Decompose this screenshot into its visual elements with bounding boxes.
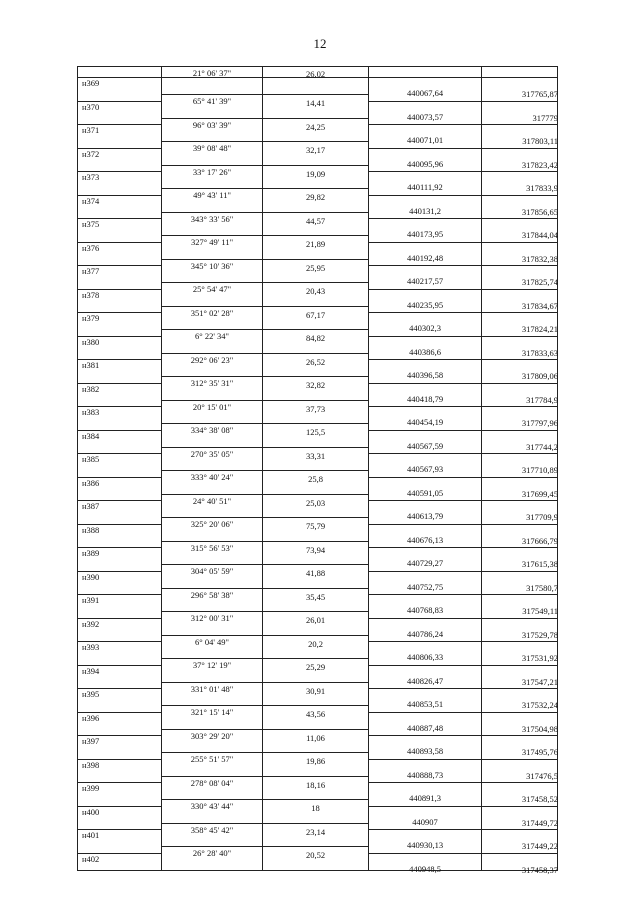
segment-angle: 21° 06' 37" <box>192 68 232 78</box>
segment-angle: 6° 04' 49" <box>195 636 229 647</box>
point-name: н394 <box>82 665 100 676</box>
segment-angle: 96° 03' 39" <box>192 119 232 130</box>
point-name: н401 <box>82 830 100 840</box>
point-x-coordinate: 440173,95 <box>406 229 444 239</box>
point-x-coordinate: 440071,01 <box>406 135 444 145</box>
point-name: н399 <box>82 783 100 793</box>
point-x-coordinate: 440217,57 <box>406 276 444 286</box>
segment-length: 84,82 <box>305 333 326 343</box>
point-row-divider <box>368 500 558 501</box>
point-name: н391 <box>82 595 100 605</box>
point-y-coordinate: 317580,7 <box>526 582 558 593</box>
segment-angle: 330° 43' 44" <box>190 801 234 811</box>
point-y-coordinate: 317529,78 <box>521 629 558 640</box>
point-x-coordinate: 440768,83 <box>406 605 444 615</box>
segment-angle: 255° 51' 57" <box>190 754 234 764</box>
point-row-divider <box>368 759 558 760</box>
point-x-coordinate: 440396,58 <box>406 370 444 380</box>
point-y-coordinate: 317709,9 <box>526 512 558 522</box>
segment-length: 41,88 <box>305 568 326 578</box>
point-y-coordinate: 317449,22 <box>521 841 558 851</box>
point-row-divider <box>368 547 558 548</box>
segment-angle: 39° 08' 48" <box>192 143 232 153</box>
segment-angle: 343° 33' 56" <box>190 213 234 224</box>
segment-angle: 312° 00' 31" <box>190 613 234 623</box>
segment-angle: 327° 49' 11" <box>190 237 234 247</box>
point-y-coordinate: 317495,76 <box>521 747 558 757</box>
point-name: н382 <box>82 383 100 394</box>
point-name: н384 <box>82 430 100 441</box>
point-row-divider <box>368 853 558 854</box>
segment-length: 18,16 <box>305 779 326 790</box>
segment-angle: 33° 17' 26" <box>192 166 232 177</box>
segment-length: 24,25 <box>305 121 326 132</box>
segment-angle: 24° 40' 51" <box>192 495 232 506</box>
point-name: н370 <box>82 101 100 112</box>
point-name: н369 <box>82 78 100 88</box>
segment-angle: 270° 35' 05" <box>190 448 234 459</box>
point-row-divider <box>368 571 558 572</box>
point-y-coordinate: 317856,65 <box>521 206 558 217</box>
point-row-divider <box>368 406 558 407</box>
point-x-coordinate: 440591,05 <box>406 487 444 498</box>
point-y-coordinate: 317833,63 <box>521 347 558 358</box>
point-x-coordinate: 440853,51 <box>406 699 444 709</box>
point-x-coordinate: 440887,48 <box>406 722 444 733</box>
segment-length: 21,89 <box>305 239 326 249</box>
segment-angle: 26° 28' 40" <box>192 848 232 858</box>
segment-angle: 312° 35' 31" <box>190 378 234 388</box>
segment-angle: 321° 15' 14" <box>190 707 234 717</box>
point-x-coordinate: 440786,24 <box>406 628 444 639</box>
segment-angle: 65° 41' 39" <box>192 96 232 106</box>
point-name: н392 <box>82 618 100 629</box>
point-x-coordinate: 440192,48 <box>406 252 444 263</box>
point-row-divider <box>368 195 558 196</box>
segment-length: 26,02 <box>305 69 326 79</box>
segment-underline <box>162 77 368 78</box>
point-row-divider <box>368 430 558 431</box>
point-y-coordinate: 317797,96 <box>521 418 558 428</box>
segment-length: 20,2 <box>308 638 323 649</box>
point-x-coordinate: 440131,2 <box>409 205 441 216</box>
segment-length: 33,31 <box>305 450 326 461</box>
segment-angle: 351° 02' 28" <box>190 307 234 318</box>
point-y-coordinate: 317458,52 <box>521 794 558 804</box>
point-row-divider <box>368 524 558 525</box>
point-x-coordinate: 440073,57 <box>406 111 444 122</box>
segment-angle: 20° 15' 01" <box>192 401 232 412</box>
segment-length: 18 <box>311 803 320 813</box>
point-x-coordinate: 440067,64 <box>406 88 444 98</box>
segment-angle: 6° 22' 34" <box>195 331 229 341</box>
point-name: н402 <box>82 853 100 864</box>
point-name: н395 <box>82 689 100 699</box>
point-x-coordinate: 440826,47 <box>406 675 444 686</box>
point-y-coordinate: 317666,79 <box>521 535 558 546</box>
point-y-coordinate: 317699,45 <box>521 488 558 499</box>
point-x-coordinate: 440386,6 <box>409 346 441 357</box>
point-row-divider <box>368 124 558 125</box>
segment-angle: 303° 29' 20" <box>190 730 234 741</box>
point-x-coordinate: 440111,92 <box>407 182 443 192</box>
point-x-coordinate: 440235,95 <box>406 299 444 310</box>
point-name: н377 <box>82 266 100 276</box>
point-row-divider <box>368 218 558 219</box>
segment-length: 26,52 <box>305 356 326 367</box>
point-row-divider <box>368 477 558 478</box>
point-name: н379 <box>82 313 100 323</box>
point-x-coordinate: 440930,13 <box>406 840 444 850</box>
point-y-coordinate: 317832,38 <box>521 253 558 264</box>
segment-length: 19,86 <box>305 756 326 766</box>
point-name: н381 <box>82 360 100 370</box>
point-x-coordinate: 440729,27 <box>406 558 444 568</box>
segment-length: 25,03 <box>305 497 326 508</box>
point-row-divider <box>368 453 558 454</box>
point-y-coordinate: 317449,72 <box>521 817 558 828</box>
point-row-divider <box>368 383 558 384</box>
coordinates-table <box>77 66 558 875</box>
point-x-coordinate: 440893,58 <box>406 746 444 756</box>
point-y-coordinate: 317458,37 <box>521 864 558 875</box>
point-name: н374 <box>82 195 100 206</box>
point-name: н389 <box>82 548 100 558</box>
point-x-coordinate: 440752,75 <box>406 581 444 592</box>
page-number: 12 <box>313 36 327 51</box>
point-row-divider <box>368 594 558 595</box>
point-row-divider <box>368 712 558 713</box>
segment-angle: 49° 43' 11" <box>193 190 231 200</box>
point-row-divider <box>368 265 558 266</box>
point-name: н400 <box>82 806 100 817</box>
segment-angle: 333° 40' 24" <box>190 472 234 482</box>
point-y-coordinate: 317833,9 <box>526 183 558 193</box>
point-row-divider <box>368 77 558 78</box>
point-x-coordinate: 440567,93 <box>406 464 444 474</box>
segment-angle: 358° 45' 42" <box>190 824 234 835</box>
segment-angle: 292° 06' 23" <box>190 354 234 365</box>
point-y-coordinate: 317823,42 <box>521 159 558 170</box>
point-x-coordinate: 440948,5 <box>409 863 441 874</box>
point-y-coordinate: 317744,2 <box>526 441 558 452</box>
point-y-coordinate: 317825,74 <box>521 277 558 287</box>
point-y-coordinate: 317549,11 <box>522 606 558 616</box>
segment-length: 75,79 <box>305 521 326 531</box>
point-name: н393 <box>82 642 100 652</box>
point-x-coordinate: 440888,73 <box>406 769 444 780</box>
point-row-divider <box>368 618 558 619</box>
point-y-coordinate: 317834,67 <box>521 300 558 311</box>
point-name: н378 <box>82 289 100 300</box>
point-y-coordinate: 317476,5 <box>526 770 558 781</box>
point-name: н397 <box>82 736 100 746</box>
segment-angle: 315° 56' 53" <box>190 542 234 553</box>
segment-length: 23,14 <box>305 826 326 837</box>
segment-angle: 296° 58' 38" <box>190 589 234 600</box>
point-y-coordinate: 317532,24 <box>521 700 558 710</box>
segment-angle: 37° 12' 19" <box>192 660 232 670</box>
segment-angle: 278° 08' 04" <box>190 777 234 788</box>
point-row-divider <box>368 312 558 313</box>
point-row-divider <box>368 289 558 290</box>
point-row-divider <box>368 806 558 807</box>
segment-angle: 325° 20' 06" <box>190 519 234 529</box>
point-row-divider <box>368 735 558 736</box>
point-y-coordinate: 317710,89 <box>521 465 558 475</box>
point-row-divider <box>368 148 558 149</box>
point-x-coordinate: 440095,96 <box>406 158 444 169</box>
point-name: н373 <box>82 172 100 182</box>
point-x-coordinate: 440806,33 <box>406 652 444 662</box>
segment-length: 11,06 <box>306 732 325 743</box>
point-name: н375 <box>82 219 100 229</box>
segment-length: 29,82 <box>305 192 326 202</box>
point-y-coordinate: 317809,06 <box>521 371 558 381</box>
segment-angle: 304° 05' 59" <box>190 566 234 576</box>
point-x-coordinate: 440613,79 <box>406 511 444 521</box>
segment-length: 37,73 <box>305 403 326 414</box>
point-y-coordinate: 317531,92 <box>521 653 558 663</box>
segment-length: 67,17 <box>305 309 326 320</box>
segment-length: 32,17 <box>305 145 326 155</box>
point-y-coordinate: 317779 <box>532 112 558 123</box>
point-y-coordinate: 317803,11 <box>522 136 558 146</box>
point-row-divider <box>368 782 558 783</box>
point-name: н376 <box>82 242 100 253</box>
point-x-coordinate: 440454,19 <box>406 417 444 427</box>
point-y-coordinate: 317547,21 <box>521 676 558 687</box>
point-row-divider <box>368 171 558 172</box>
segment-length: 35,45 <box>305 591 326 602</box>
segment-length: 26,01 <box>305 615 326 625</box>
point-row-divider <box>368 665 558 666</box>
point-y-coordinate: 317844,04 <box>521 230 558 240</box>
point-name: н371 <box>82 125 100 135</box>
segment-length: 43,56 <box>305 709 326 719</box>
point-x-coordinate: 440302,3 <box>409 323 441 333</box>
point-name: н387 <box>82 501 100 511</box>
point-y-coordinate: 317824,21 <box>521 324 558 334</box>
segment-length: 32,82 <box>305 380 326 390</box>
point-y-coordinate: 317784,9 <box>526 394 558 405</box>
point-row-divider <box>368 336 558 337</box>
segment-length: 125,5 <box>305 427 326 437</box>
segment-angle: 345° 10' 36" <box>190 260 234 271</box>
point-name: н396 <box>82 712 100 723</box>
point-name: н380 <box>82 336 100 347</box>
point-x-coordinate: 440418,79 <box>406 393 444 404</box>
segment-length: 19,09 <box>305 168 326 179</box>
segment-length: 14,41 <box>305 98 326 108</box>
point-name: н398 <box>82 759 100 770</box>
segment-length: 20,52 <box>305 850 326 860</box>
segment-length: 20,43 <box>305 286 326 296</box>
point-name: н388 <box>82 524 100 535</box>
point-y-coordinate: 317765,87 <box>521 89 558 99</box>
point-row-divider <box>368 829 558 830</box>
point-row-divider <box>368 641 558 642</box>
point-x-coordinate: 440676,13 <box>406 534 444 545</box>
point-name: н385 <box>82 454 100 464</box>
point-y-coordinate: 317504,98 <box>521 723 558 734</box>
segment-angle: 25° 54' 47" <box>192 284 232 294</box>
point-row-divider <box>368 242 558 243</box>
point-row-divider <box>368 688 558 689</box>
point-name: н386 <box>82 477 100 488</box>
segment-length: 25,29 <box>305 662 326 672</box>
segment-length: 30,91 <box>305 685 326 696</box>
segment-angle: 331° 01' 48" <box>190 683 234 694</box>
point-x-coordinate: 440891,3 <box>409 793 441 803</box>
point-name: н383 <box>82 407 100 417</box>
point-name: н390 <box>82 571 100 582</box>
point-y-coordinate: 317615,38 <box>521 559 558 569</box>
segment-length: 44,57 <box>305 215 326 226</box>
segment-length: 25,95 <box>305 262 326 273</box>
point-row-divider <box>368 359 558 360</box>
segment-length: 73,94 <box>305 544 326 555</box>
segment-length: 25,8 <box>308 474 323 484</box>
point-x-coordinate: 440567,59 <box>406 440 444 451</box>
point-x-coordinate: 440907 <box>412 816 438 827</box>
point-row-divider <box>368 101 558 102</box>
point-name: н372 <box>82 148 100 159</box>
segment-angle: 334° 38' 08" <box>190 425 234 435</box>
